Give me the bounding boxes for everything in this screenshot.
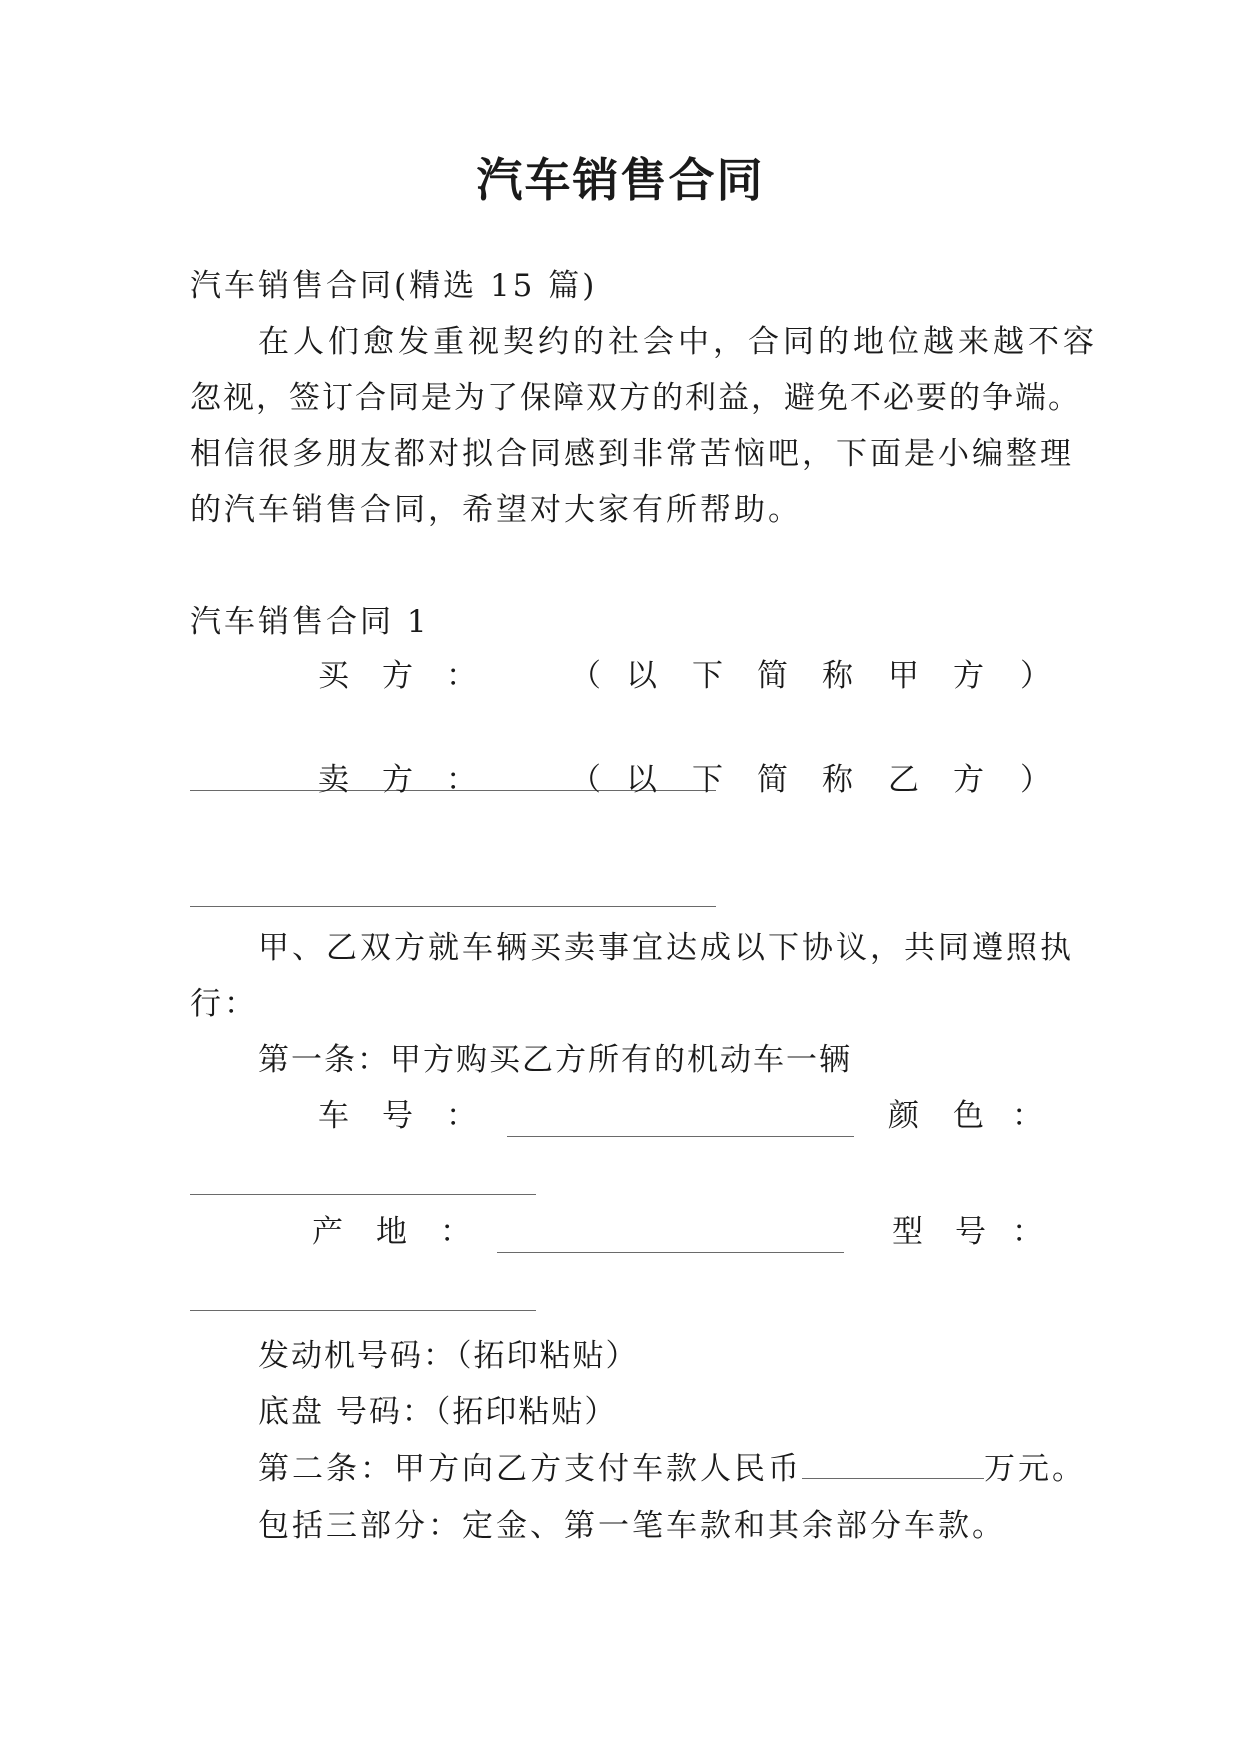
buyer-char: （ — [570, 658, 601, 694]
color-blank-line — [190, 1194, 536, 1195]
amount-blank-line — [802, 1448, 984, 1479]
document-subtitle: 汽车销售合同(精选 15 篇) — [190, 268, 598, 304]
intro-line-3: 相信很多朋友都对拟合同感到非常苦恼吧，下面是小编整理 — [190, 436, 1074, 472]
plate-blank-line — [507, 1136, 854, 1137]
plate-label-char: 号 — [382, 1098, 413, 1134]
buyer-char: ） — [1020, 658, 1051, 694]
buyer-char: 下 — [692, 658, 723, 694]
plate-label-char: ： — [446, 1098, 477, 1134]
origin-label-char: 产 — [312, 1214, 343, 1250]
model-blank-line — [190, 1310, 536, 1311]
seller-char: 下 — [692, 762, 723, 798]
buyer-char: 以 — [626, 658, 657, 694]
document-title: 汽车销售合同 — [476, 153, 765, 207]
origin-label-char: ： — [440, 1214, 471, 1250]
intro-line-1: 在人们愈发重视契约的社会中，合同的地位越来越不容 — [258, 324, 1098, 360]
engine-number: 发动机号码：（拓印粘贴） — [258, 1338, 639, 1374]
origin-blank-line — [497, 1252, 844, 1253]
seller-char: 称 — [822, 762, 853, 798]
seller-char: 简 — [757, 762, 788, 798]
model-label-char: 号 — [955, 1214, 986, 1250]
seller-char: 以 — [626, 762, 657, 798]
buyer-char: 方 — [953, 658, 984, 694]
seller-char: （ — [570, 762, 601, 798]
article-2-unit: 万元。 — [984, 1451, 1086, 1487]
seller-blank-line — [190, 906, 716, 907]
chassis-number: 底盘 号码：（拓印粘贴） — [258, 1394, 618, 1430]
buyer-char: 买 — [318, 658, 349, 694]
buyer-char: 甲 — [888, 658, 919, 694]
article-2-text: 第二条：甲方向乙方支付车款人民币 — [258, 1451, 802, 1487]
buyer-char: 简 — [757, 658, 788, 694]
buyer-char: 方 — [382, 658, 413, 694]
plate-label-char: 车 — [318, 1098, 349, 1134]
color-label-char: 颜 — [888, 1098, 919, 1134]
seller-char: ： — [446, 762, 477, 798]
seller-char: 卖 — [318, 762, 349, 798]
payment-parts: 包括三部分：定金、第一笔车款和其余部分车款。 — [258, 1508, 1006, 1544]
color-label-char: 色 — [953, 1098, 984, 1134]
agreement-line-2: 行： — [190, 986, 258, 1022]
model-label-char: ： — [1012, 1214, 1043, 1250]
intro-line-4: 的汽车销售合同，希望对大家有所帮助。 — [190, 492, 802, 528]
buyer-char: 称 — [822, 658, 853, 694]
intro-line-2: 忽视，签订合同是为了保障双方的利益，避免不必要的争端。 — [190, 380, 1081, 416]
article-2 — [258, 1448, 1086, 1489]
origin-label-char: 地 — [376, 1214, 407, 1250]
article-1: 第一条：甲方购买乙方所有的机动车一辆 — [258, 1042, 852, 1078]
color-label-char: ： — [1012, 1098, 1043, 1134]
section-heading: 汽车销售合同 1 — [190, 604, 430, 640]
buyer-char: ： — [446, 658, 477, 694]
seller-char: ） — [1020, 762, 1051, 798]
seller-char: 方 — [953, 762, 984, 798]
model-label-char: 型 — [892, 1214, 923, 1250]
seller-char: 乙 — [888, 762, 919, 798]
seller-char: 方 — [382, 762, 413, 798]
agreement-line-1: 甲、乙双方就车辆买卖事宜达成以下协议，共同遵照执 — [258, 930, 1074, 966]
